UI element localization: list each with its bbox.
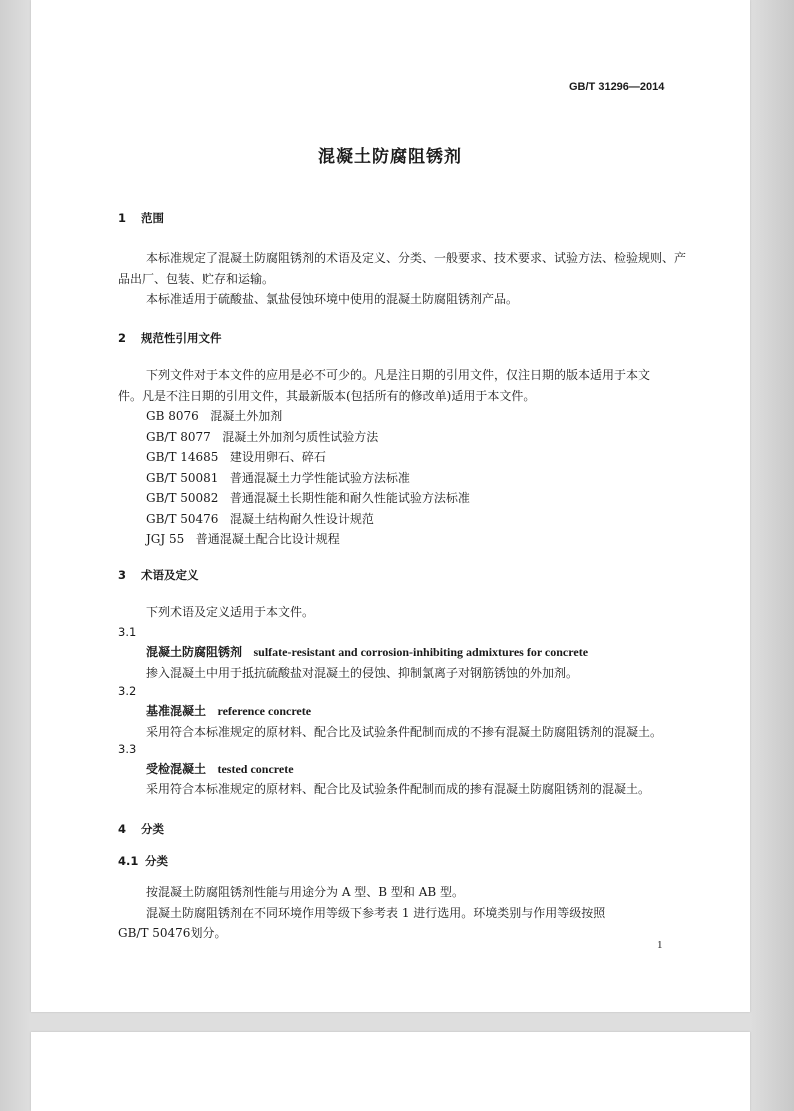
reference-item [146, 409, 282, 423]
term-zh: 基准混凝土 [146, 704, 207, 718]
section-number: 3 [118, 568, 127, 582]
term-zh: 混凝土防腐阻锈剂 [146, 645, 243, 659]
term-en: reference concrete [217, 704, 312, 718]
reference-name: 普通混凝土配合比设计规程 [195, 532, 340, 546]
reference-name: 普通混凝土力学性能试验方法标准 [229, 471, 410, 485]
section-heading [118, 211, 164, 225]
term-title [146, 762, 294, 776]
term-en: sulfate-resistant and corrosion-inhibiting admixtures for concrete [253, 645, 589, 659]
reference-item [146, 512, 374, 526]
paragraph-line: 本标准规定了混凝土防腐阻锈剂的术语及定义、分类、一般要求、技术要求、试验方法、检验规则、产 [146, 251, 687, 265]
reference-item [146, 491, 470, 505]
reference-item [146, 471, 410, 485]
term-zh: 受检混凝土 [146, 762, 207, 776]
term-title [146, 645, 588, 659]
paragraph-line: 件。凡是不注日期的引用文件，其最新版本(包括所有的修改单)适用于本文件。 [118, 389, 536, 403]
section-number: 2 [118, 331, 127, 345]
subsection-heading [118, 854, 168, 868]
page-number: 1 [657, 939, 663, 951]
term-definition: 采用符合本标准规定的原材料、配合比及试验条件配制而成的掺有混凝土防腐阻锈剂的混凝土。 [146, 782, 651, 796]
section-title: 术语及定义 [141, 568, 199, 582]
reference-name: 混凝土外加剂 [210, 409, 283, 423]
term-title [146, 704, 311, 718]
term-number: 3.1 [118, 625, 137, 639]
subsection-title: 分类 [145, 854, 168, 868]
reference-code: GB/T 50081 [146, 471, 219, 485]
reference-code: GB/T 14685 [146, 450, 219, 464]
paragraph-line: 本标准适用于硫酸盐、氯盐侵蚀环境中使用的混凝土防腐阻锈剂产品。 [146, 292, 519, 306]
paragraph-line: 下列文件对于本文件的应用是必不可少的。凡是注日期的引用文件，仅注日期的版本适用于本文 [146, 368, 651, 382]
standard-number: GB/T 31296—2014 [569, 81, 665, 93]
term-number: 3.2 [118, 684, 137, 698]
reference-code: GB/T 50476 [146, 512, 219, 526]
paragraph-line: 下列术语及定义适用于本文件。 [146, 605, 315, 619]
subsection-number: 4.1 [118, 854, 139, 868]
section-number: 4 [118, 822, 127, 836]
reference-code: GB/T 8077 [146, 430, 211, 444]
section-heading [118, 331, 222, 345]
reference-code: GB 8076 [146, 409, 199, 423]
section-title: 范围 [141, 211, 164, 225]
section-heading [118, 568, 199, 582]
section-title: 规范性引用文件 [141, 331, 222, 345]
paragraph-line: 混凝土防腐阻锈剂在不同环境作用等级下参考表 1 进行选用。环境类别与作用等级按照 [146, 906, 606, 920]
reference-item [146, 532, 340, 546]
next-document-page [31, 1032, 750, 1111]
term-definition: 采用符合本标准规定的原材料、配合比及试验条件配制而成的不掺有混凝土防腐阻锈剂的混凝土。 [146, 725, 663, 739]
paragraph-line: 按混凝土防腐阻锈剂性能与用途分为 A 型、B 型和 AB 型。 [146, 885, 465, 899]
section-title: 分类 [141, 822, 164, 836]
reference-code: GB/T 50082 [146, 491, 219, 505]
page-title: 混凝土防腐阻锈剂 [318, 147, 462, 167]
paragraph-line: 品出厂、包装、贮存和运输。 [118, 272, 275, 286]
term-en: tested concrete [217, 762, 294, 776]
reference-name: 混凝土结构耐久性设计规范 [229, 512, 374, 526]
section-heading [118, 822, 164, 836]
term-definition: 掺入混凝土中用于抵抗硫酸盐对混凝土的侵蚀、抑制氯离子对钢筋锈蚀的外加剂。 [146, 666, 579, 680]
reference-item [146, 430, 378, 444]
section-number: 1 [118, 211, 127, 225]
reference-name: 建设用卵石、碎石 [229, 450, 326, 464]
reference-name: 普通混凝土长期性能和耐久性能试验方法标准 [229, 491, 470, 505]
document-page [31, 0, 750, 1012]
term-number: 3.3 [118, 742, 137, 756]
paragraph-line: GB/T 50476划分。 [118, 926, 227, 940]
reference-item [146, 450, 326, 464]
reference-code: JGJ 55 [146, 532, 185, 546]
reference-name: 混凝土外加剂匀质性试验方法 [222, 430, 379, 444]
